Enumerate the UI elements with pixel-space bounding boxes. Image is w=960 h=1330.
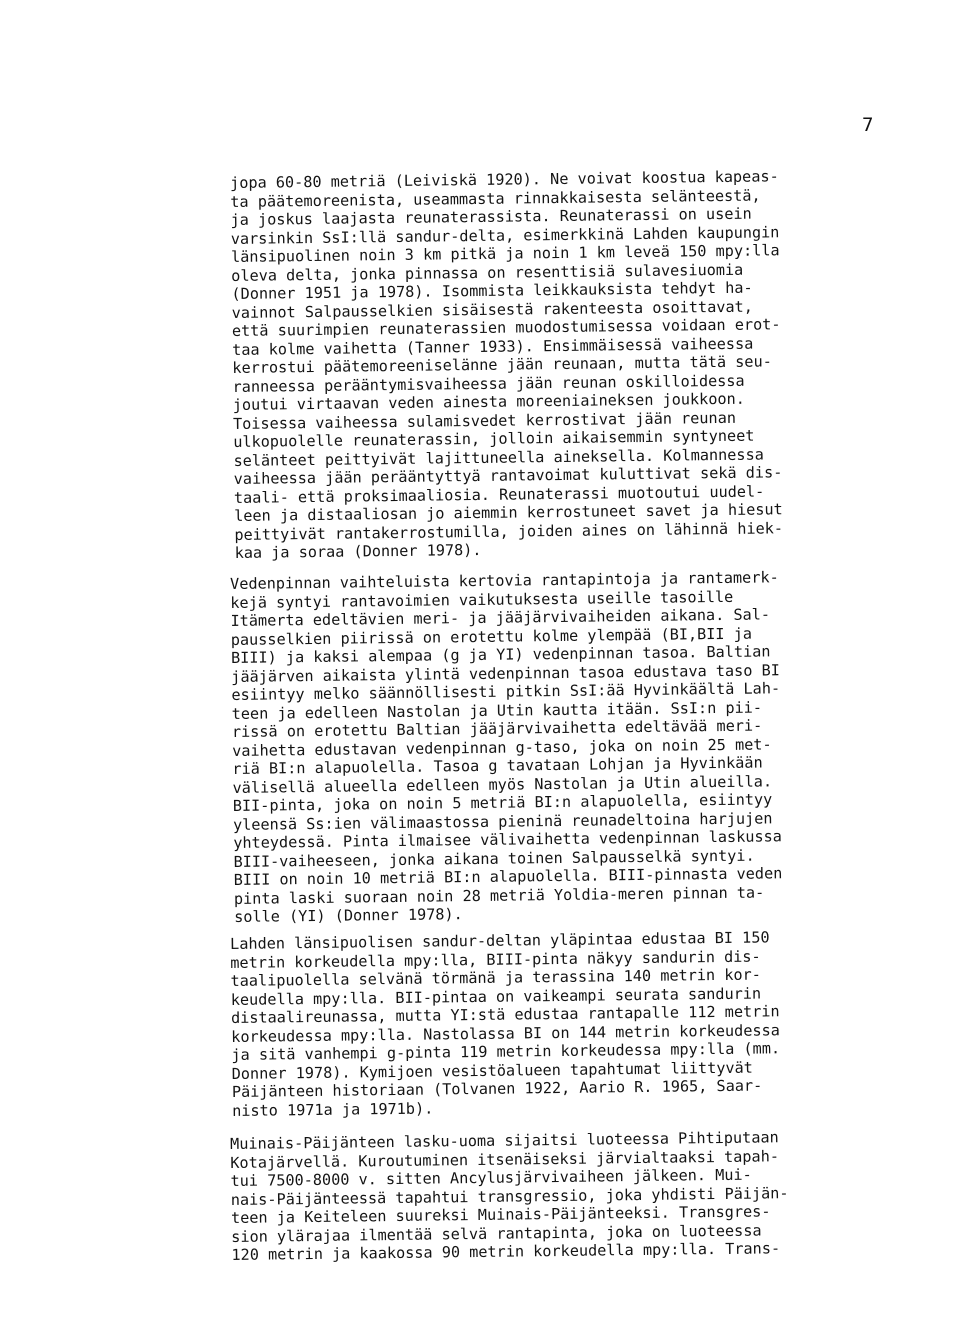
text-line: riä BI:n alapuolella. Tasoa g tavataan Lohjan ja Hyvinkään [232,753,763,778]
text-line: yhteydessä. Pinta ilmaisee välivaihetta vedenpinnan laskussa [233,827,782,852]
text-line: kejä syntyi rantavoimien vaikutuksesta useille tasoille [230,587,734,612]
text-line: että suurimpien reunaterassien muodostumisessa voidaan erot- [231,315,781,340]
text-line: välisellä alueella edelleen myös Nastolan ja Utin alueilla. [232,771,773,797]
text-line: vainnot Salpausselkien sisäisestä rakenteesta osoittavat, [231,297,753,322]
text-line: rissä on erotettu Baltian jääjärvivaihetta edeltävää meri- [231,716,763,741]
text-line: kerrostui päätemoreeniselänne jään reunaan, mutta tätä seu- [232,352,772,377]
text-line: ulkopuolelle reunaterassin, jolloin aikaisemmin syntyneet [233,426,755,451]
page-number: 7 [862,114,874,136]
text-line: distaalireunassa, mutta YI:stä edustaa rantapalle 112 metrin [230,1002,780,1027]
text-line: joutui virtaavan veden ainesta moreeniaineksen joukkoon. [232,389,745,414]
text-line: solle (YI) (Donner 1978). [234,905,463,926]
text-line: teen ja edelleen Nastolan ja Utin kautta itään. SsI:n pii- [231,698,763,723]
text-line: taalipuolella selvänä törmänä ja terassina 140 metrin kor- [230,965,761,990]
text-line: BII-pinta, joka on noin 5 metriä BI:n alapuolella, esiintyy [232,790,773,815]
text-line: länsipuolinen noin 3 km pitkä ja noin 1 km leveä 150 mpy:lla [230,241,780,266]
text-line: peittyivät rantakerrostumilla, joiden aines on lähinnä hiek- [234,518,784,544]
text-line: BIII on noin 10 metriä BI:n alapuolella. BIII-pinnasta veden [233,864,783,889]
text-line: jopa 60-80 metriä (Leiviskä 1920). Ne voivat koostua kapeas- [230,167,779,192]
text-line: nisto 1971a ja 1971b). [232,1099,434,1120]
text-line: Päijänteen historiaan (Tolvanen 1922, Aario R. 1965, Saar- [231,1076,763,1101]
paragraph-3 [230,926,932,1120]
text-line: teen ja Keiteleen suureksi Muinais-Päijänteeksi. Transgres- [230,1202,771,1227]
text-line: Toisessa vaiheessa sulamisvedet kerrostivat jään reunan [232,408,737,433]
text-line: varsinkin SsI:llä sandur-delta, esimerkkinä Lahden kaupungin [230,222,780,248]
text-line: taa kolme vaihetta (Tanner 1933). Ensimmäisessä vaiheessa [232,334,754,359]
text-line: pausselkien piirissä on erotettu kolme ylempää (BI,BII ja [230,624,753,649]
text-line: ranneessa perääntymisvaiheessa jään reunan oskilloidessa [232,371,745,396]
paragraph-4 [230,1126,932,1264]
text-line: vaihetta edustavan vedenpinnan g-taso, joka on noin 25 met- [232,734,772,760]
text-line: (Donner 1951 ja 1978). Isommista leikkauksista tehdyt ha- [231,278,753,303]
text-line: Kotajärvellä. Kuroutuminen itsenäiseksi järvialtaaksi tapah- [230,1146,780,1172]
text-line: tui 7500-8000 v. sitten Ancylusjärvivaiheen jälkeen. Mui- [230,1165,752,1190]
text-line: BIII) ja kaksi alempaa (g ja YI) vedenpinnan tasoa. Baltian [230,642,771,667]
text-line: pinta laski suoraan noin 28 metriä Yoldia-meren pinnan ta- [233,882,765,908]
text-line: korkeudessa mpy:lla. Nastolassa BI on 144 metrin korkeudessa [231,1020,780,1046]
text-line: Vedenpinnan vaihteluista kertovia rantapintoja ja rantamerk- [230,568,779,593]
text-line: taali- että proksimaaliosia. Reunaterassi muotoutui uudel- [233,481,765,507]
text-line: nais-Päijänteessä tapahtui transgressio, joka yhdisti Päijän- [230,1183,789,1209]
text-line: Muinais-Päijänteen lasku-uoma sijaitsi luoteessa Pihtiputaan [230,1128,779,1153]
text-line: ja joskus laajasta reunaterassista. Reunaterassi on usein [230,204,752,229]
text-line: 120 metrin ja kaakossa 90 metrin korkeudella mpy:lla. Trans- [231,1239,781,1264]
text-line: oleva delta, jonka pinnassa on resenttisiä sulavesiuomia [231,260,744,285]
text-line: keudella mpy:lla. BII-pintaa on vaikeampi seurata sandurin [230,984,762,1009]
text-line: BIII-vaiheeseen, jonka aikana toinen Salpausselkä syntyi. [233,846,755,871]
text-line: kaa ja soraa (Donner 1978). [234,540,482,562]
text-line: sion ylärajaa ilmentää selvä rantapinta, joka on luoteessa [231,1221,762,1246]
text-line: ja sitä vanhempi g-pinta 119 metrin korkeudessa mpy:lla (mm. [231,1039,781,1064]
text-line: vaiheessa jään perääntyttyä rantavoimat kuluttivat sekä dis- [233,463,783,488]
text-line: jääjärven aikaista ylintä vedenpinnan tasoa edustava taso BI [231,660,780,686]
text-line: metrin korkeudella mpy:lla, BIII-pinta näkyy sandurin dis- [230,947,761,972]
text-line: selänteet peittyivät lajittuneella aineksella. Kolmannessa [233,445,764,470]
text-line: leen ja distaaliosan jo aiemmin kerrostuneet savet ja hiesut [234,500,783,525]
text-line: ta päätemoreenista, useammasta rinnakkaisesta selänteestä, [230,186,761,211]
text-line: Itämerta edeltävien meri- ja jääjärvivaiheiden aikana. Sal- [230,605,771,630]
text-line: yleensä Ss:ien välimaastossa pieninä reunadeltoina harjujen [232,808,773,834]
paragraph-2 [230,566,934,926]
text-line: esiintyy melko säännöllisesti pitkin SsI:ää Hyvinkäältä Lah- [231,679,781,704]
text-line: Lahden länsipuolisen sandur-deltan yläpintaa edustaa BI 150 [230,928,770,953]
text-line: Donner 1978). Kymijoen vesistöalueen tapahtumat liittyvät [231,1058,753,1083]
paragraph-1 [230,165,935,562]
